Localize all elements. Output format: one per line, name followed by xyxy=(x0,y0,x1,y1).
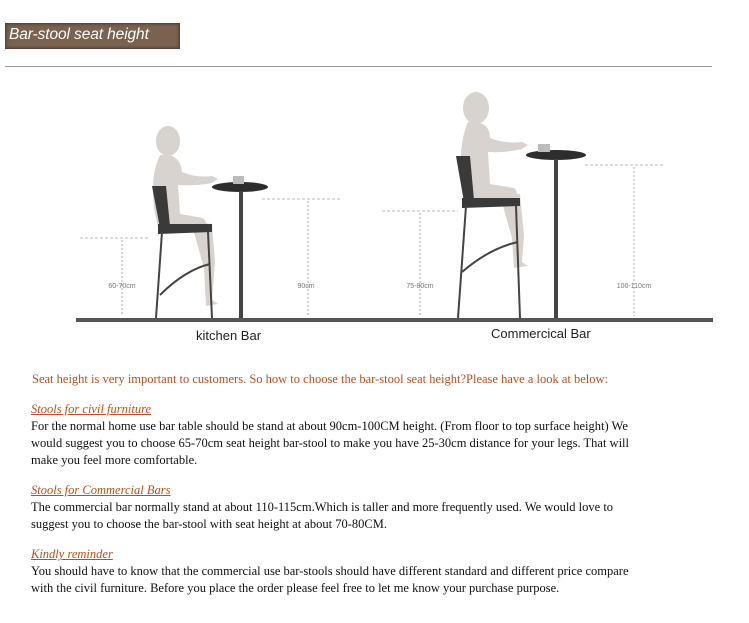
section-heading-reminder: Kindly reminder xyxy=(31,547,113,561)
floor-line xyxy=(76,318,713,322)
person-head xyxy=(463,92,489,124)
table-cup xyxy=(233,176,244,184)
seat-height-label: 60-70cm xyxy=(108,283,136,290)
intro-text: Seat height is very important to customers. So how to choose the bar-stool seat height?Please have a look at below: xyxy=(32,372,609,386)
section-body-commercial xyxy=(31,499,721,533)
body-line: The commercial bar normally stand at about 110-115cm.Which is taller and more frequently used. We would love to xyxy=(31,500,614,514)
table-height-label: 90cm xyxy=(297,283,315,290)
body-line: For the normal home use bar table should be stand at about 90cm-100CM height. (From floor to top surface height) We xyxy=(31,419,628,433)
seat-height-label: 75-80cm xyxy=(406,283,434,290)
person-head xyxy=(156,126,180,156)
body-line: suggest you to choose the bar-stool with seat height at about 70-80CM. xyxy=(31,517,387,531)
table-cup xyxy=(538,144,550,152)
kitchen-bar-illustration xyxy=(80,126,340,318)
table-height-label: 100-110cm xyxy=(616,283,652,290)
body-line: with the civil furniture. Before you place the order please feel free to let me know your purchase purpose. xyxy=(31,581,560,595)
page-title: Bar-stool seat height xyxy=(9,26,149,43)
stool-footrest xyxy=(160,264,210,295)
section-body-reminder xyxy=(31,563,721,597)
section-heading-commercial: Stools for Commercial Bars xyxy=(31,483,171,497)
table-pedestal xyxy=(239,191,243,318)
body-line: would suggest you to choose 65-70cm seat height bar-stool to make you have 25-30cm distance for your legs. That will xyxy=(31,436,630,450)
body-line: make you feel more comfortable. xyxy=(31,453,198,467)
section-body-civil xyxy=(31,418,721,469)
body-line: You should have to know that the commercial use bar-stools should have different standard and different price compare xyxy=(31,564,629,578)
person-legs xyxy=(190,222,218,306)
stool-leg xyxy=(156,232,162,318)
table-top xyxy=(526,150,586,160)
stool-footrest xyxy=(462,242,518,272)
section-heading-civil: Stools for civil furniture xyxy=(31,402,152,416)
table-pedestal xyxy=(554,159,558,318)
commercial-bar-caption: Commercical Bar xyxy=(491,326,591,341)
kitchen-bar-caption: kitchen Bar xyxy=(196,328,262,343)
commercial-bar-illustration xyxy=(382,92,664,318)
stool-leg xyxy=(458,206,466,318)
